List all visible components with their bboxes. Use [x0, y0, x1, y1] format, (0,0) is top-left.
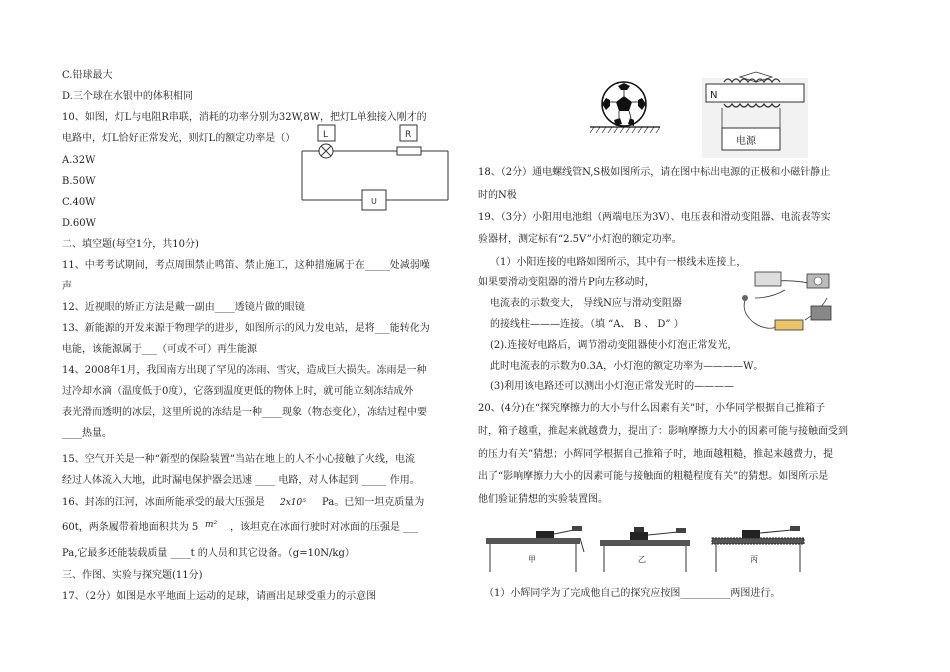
question-11-line2: 声 — [62, 281, 72, 292]
lamp-label: L — [323, 130, 329, 140]
pressure-formula: 2x10⁵ — [280, 498, 306, 508]
question-19-line1: 19、（3分）小阳用电池组（两端电压为3V）、电压表和滑动变阻器、电流表等实 — [478, 212, 831, 223]
resistor-label: R — [405, 130, 412, 140]
question-20-line2: 时，箱子越重，推起来就越费力，提出了：影响摩擦力大小的因素可能与接触面受到 — [478, 426, 848, 437]
question-16-line1a: 16、封冻的江河，冰面所能承受的最大压强是 — [62, 497, 265, 508]
section-2-heading: 二、填空题(每空1分，共10分) — [62, 239, 199, 250]
section-3-heading: 三、作图、实验与探究题(11分) — [62, 570, 203, 581]
question-16-line1b: Pa。已知一坦克质量为 — [322, 497, 425, 508]
question-20-line5: 他们验证猜想的实验装置图。 — [478, 494, 608, 505]
question-19-part2-line2: 此时电流表的示数为0.3A，小灯泡的额定功率为————W。 — [490, 361, 764, 372]
question-20-part1: （1）小辉同学为了完成他自己的探究应按图__________两图进行。 — [484, 588, 781, 599]
question-14-line3: 表光滑而透明的冰层，这里所说的冻结是一种____现象（物态变化），冻结过程中要 — [62, 407, 427, 418]
question-15-line1: 15、空气开关是一种“新型的保险装置”当站在地上的人不小心接触了火线，电流 — [62, 454, 415, 465]
question-13-line2: 电能，该能源属于___（可或不可）再生能源 — [62, 344, 257, 355]
lamp-measurement-circuit — [735, 268, 835, 338]
lamp-icon — [319, 144, 333, 158]
question-10-line2: 电路中，灯L恰好正常发光，则灯L的额定功率是（） — [62, 133, 296, 144]
question-12: 12、近视眼的矫正方法是戴一副由____透镜片做的眼镜 — [62, 302, 305, 313]
power-source-label: 电源 — [736, 136, 756, 147]
question-17: 17、（2分）如图是水平地面上运动的足球，请画出足球受重力的示意图 — [62, 591, 377, 602]
soccer-ball-figure — [590, 80, 660, 136]
question-19-part1-line4: 的接线柱———连接。（填 “A、 B 、 D” ） — [490, 319, 684, 330]
question-19-line2: 验器材，测定标有“2.5V”小灯泡的额定功率。 — [478, 234, 682, 245]
q10-option-a: A.32W — [62, 155, 96, 166]
question-19-part2-line1: (2).连接好电路后，调节滑动变阻器使小灯泡正常发光， — [490, 340, 738, 351]
friction-setup-figures — [480, 518, 810, 574]
question-20-line3: 的压力有关”猜想；小辉同学根据自己推箱子时，地面越粗糙，推起来越费力，提 — [478, 449, 834, 460]
question-16-line2a: 60t，两条履带着地面积共为 5 — [62, 522, 199, 533]
question-16-line2b: ，该坦克在冰面行驶时对冰面的压强是 ___ — [230, 522, 419, 533]
area-unit: m² — [205, 520, 218, 530]
question-15-line2: 经过人体流入大地，此时漏电保护器会迅速 ____ 电路，对人体起到 _____ 作用。 — [62, 475, 420, 486]
question-19-part1-line3: 电流表的示数变大， 导线N应与滑动变阻器 — [490, 298, 682, 309]
resistor-icon — [397, 147, 421, 155]
question-14-line2: 过冷却水滴（温度低于0度），它落到温度更低的物体上时，就可能立刻冻结成外 — [62, 386, 414, 397]
label-jia: 甲 — [528, 555, 536, 564]
question-20-line1: 20、(4分)在“探究摩擦力的大小与什么因素有关”时，小华同学根据自己推箱子 — [478, 403, 826, 414]
setup-bing — [712, 526, 804, 572]
question-18-line1: 18、（2分）通电螺线管N,S极如图所示，请在图中标出电源的正极和小磁针静止 — [478, 167, 831, 178]
question-14-line1: 14、2008年1月，我国南方出现了罕见的冻雨、雪灾，造成巨大损失。冻雨是一种 — [62, 365, 427, 376]
q10-option-c: C.40W — [62, 197, 96, 208]
solenoid-figure — [700, 68, 810, 160]
option-d-text: D.三个球在水银中的体积相同 — [62, 91, 193, 102]
question-16-line3: Pa,它最多还能装载质量 ____t 的人员和其它设备。（g=10N/kg） — [62, 548, 355, 559]
setup-jia — [486, 526, 584, 572]
setup-yi — [600, 527, 690, 572]
rheostat-icon — [775, 320, 803, 330]
voltmeter-icon — [811, 306, 831, 320]
solenoid-n-label: N — [710, 90, 718, 101]
question-11-line1: 11、中考考试期间，考点周围禁止鸣笛、禁止施工，这种措施属于在_____处减弱噪 — [62, 260, 430, 271]
option-c-text: C.铅球最大 — [62, 70, 113, 81]
q10-option-b: B.50W — [62, 176, 96, 187]
question-19-part1-line2: 如果要滑动变阻器的滑片P向左移动时， — [478, 277, 655, 288]
question-10-line1: 10、如图，灯L与电阻R串联，消耗的功率分别为32W,8W，把灯L单独接入刚才的 — [62, 112, 427, 123]
q10-option-d: D.60W — [62, 218, 96, 229]
question-18-line2: 时的N极 — [478, 190, 517, 201]
series-circuit-diagram — [300, 120, 450, 212]
question-13-line1: 13、新能源的开发来源于物理学的进步，如图所示的风力发电站，是将___能转化为 — [62, 323, 430, 334]
question-20-line4: 出了“影响摩擦力大小的因素可能与接触面的粗糙程度有关”的猜想。如图所示是 — [478, 471, 829, 482]
label-yi: 乙 — [638, 555, 646, 564]
source-label: U — [371, 197, 377, 206]
question-19-part1-line1: （1）小阳连接的电路如图所示，其中有一根线未连接上， — [490, 257, 747, 268]
question-19-part3: (3)利用该电路还可以测出小灯泡正常发光时的———— — [490, 381, 735, 392]
label-bing: 丙 — [750, 555, 758, 564]
question-14-line4: ____热量。 — [62, 428, 112, 439]
